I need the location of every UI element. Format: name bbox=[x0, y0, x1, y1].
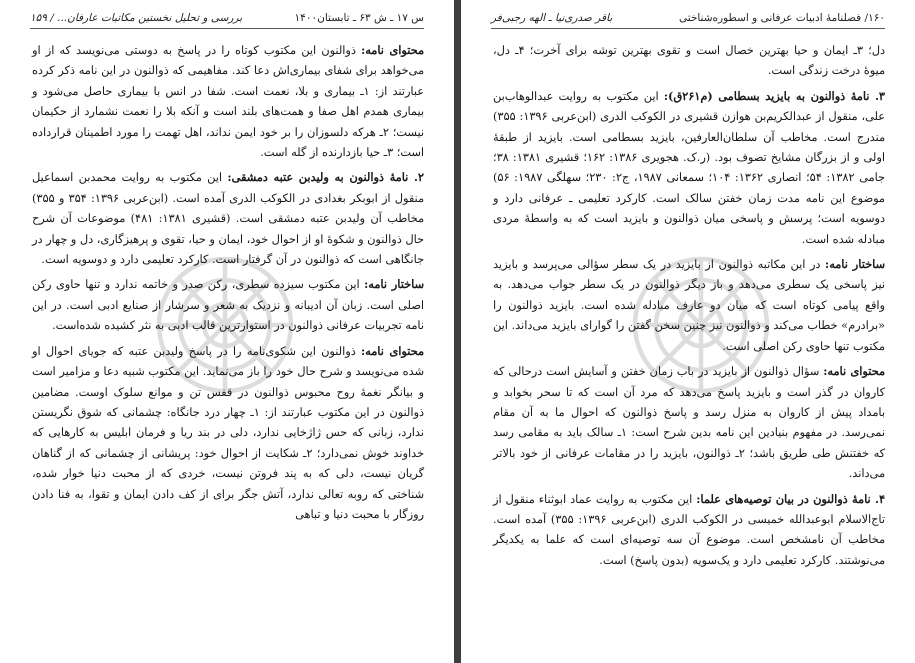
paragraph-heading: محتوای نامه: bbox=[823, 364, 885, 379]
paragraph bbox=[493, 489, 885, 572]
header-journal: ۱۶۰/ فصلنامۀ ادبیات عرفانی و اسطوره‌شناختی bbox=[678, 12, 885, 24]
right-page bbox=[461, 0, 915, 663]
header-title: بررسی و تحلیل نخستین مکاتبات عارفان... / ۱۵۹ bbox=[30, 12, 243, 24]
paragraph-heading: ۲. نامۀ ذوالنون به ولیدبن عتبه دمشقی: bbox=[227, 170, 424, 185]
paragraph-text: این مکتوب به روایت عماد ابوثناء منقول از تاج‌الاسلام ابوعبدالله خمیسی در الکوکب الدری (ابن‌عربی ۱۳۹۶: ۳۵۵) آمده است. مخاطب آن نامشخص است. موضوع آن سه توصیه‌ای است که علما به یکدیگر می‌نوشتند. کارکرد تعلیمی دارد و یک‌سویه (بدون پاسخ) است. bbox=[493, 492, 885, 567]
header-authors: باقر صدری‌نیا ـ الهه رجبی‌فر bbox=[491, 12, 613, 24]
paragraph bbox=[32, 167, 424, 270]
paragraph bbox=[493, 86, 885, 250]
paragraph-heading: ساختار نامه: bbox=[364, 277, 425, 292]
paragraph bbox=[32, 341, 424, 526]
paragraph bbox=[32, 40, 424, 163]
header-journal: س ۱۷ ـ ش ۶۳ ـ تابستان۱۴۰۰ bbox=[294, 12, 424, 24]
paragraph-text: در این مکاتبه ذوالنون از بایزید در یک سطر سؤالی می‌پرسد و بایزید نیز پاسخی یک سطری می‌دهد و باز دیگر ذوالنون در یک سطر جواب می‌دهد. به واقع پیامی کوتاه است که میان دو عارف مبادله شده است. بایزید ذوالنون را «برادرم» خطاب می‌کند و ذوالنون نیز چنین سخن گفتن را گوارای بایزید می‌داند. این مکتوب تنها حاوی رکن اصلی است. bbox=[493, 258, 885, 353]
paragraph-text: این مکتوب به روایت عبدالوهاب‌بن علی، منقول از عبدالکریم‌بن هوازن قشیری در الکوکب الدری (ابن‌عربی ۱۳۹۶: ۳۵۵) مندرج است. مخاطب آن سلطان‌العارفین، بایزید بسطامی است. بایزید از طبقۀ اولی و از بزرگان مشایخ تصوف بود. (ر.ک. هجویری ۱۳۸۶: ۱۶۲؛ قشیری ۱۳۸۱: ۳۸؛ جامی ۱۳۸۲: ۵۴؛ انصاری ۱۳۶۲: ۱۰۴؛ سمعانی ۱۹۸۷، ج۲: ۲۳۰؛ سهلگی ۱۹۸۷: ۵۶) موضوع این نامه مدت زمان خفتن سالک است. کارکرد تعلیمی ـ عرفانی دارد و دوسویه است؛ پرسش و پاسخی میان ذوالنون و بایزید است که به واسطۀ مردی مبادله شده است. bbox=[493, 89, 885, 246]
paragraph-heading: ۴. نامۀ ذوالنون در بیان توصیه‌های علما: bbox=[696, 491, 886, 506]
paragraph bbox=[493, 361, 885, 484]
page-spine bbox=[454, 0, 461, 663]
paragraph-text: ذوالنون این شکوی‌نامه را در پاسخ ولیدبن عتبه که جویای احوال او شده می‌نویسد و شرح حال خود را باز می‌نماید. این مکتوب شبیه دعا و مزامیر است و بیانگر نغمۀ روح محبوس ذوالنون در قفس تن و موانع سلوک اوست. مضامین ذوالنون در این مکتوب عبارتند از: ۱ـ چهار درد جانگاه: چشمانی که شوق نگریستن ندارد، زبانی که حس ژاژخایی ندارد، دلی در بند ریا و فرمان ابلیس به کارهایی که خداوند خوش نمی‌دارد؛ ۲ـ شکایت از احوال خود: پریشانی از چشمانی که از گناهان گریان نیست، دلی که به پند فروتن نیست، خردی که از محبت دنیا خوار شده، شناختی که روبه تعالی ندارد، آتش جگر برای از کف دادن ایمان و تقوا، به فنا دادن روزگار با محبت دنیا و تباهی bbox=[32, 344, 424, 521]
paragraph bbox=[32, 274, 424, 336]
paragraph-text: این مکتوب سیزده سطری، رکن صدر و خاتمه ندارد و تنها حاوی رکن اصلی است. زبان آن ادیبانه و نزدیک به شعر و سرشار از صنایع ادبی است. در این نامه تجربیات عرفانی ذوالنون در استوارترین قالب ادبی به نثر کشیده شده‌است. bbox=[32, 278, 424, 333]
paragraph-heading: محتوای نامه: bbox=[360, 343, 424, 358]
page-header bbox=[491, 10, 885, 29]
paragraph-text: ذوالنون این مکتوب کوتاه را در پاسخ به دوستی می‌نویسد که از او می‌خواهد برای شفای بیماری‌اش دعا کند. مفاهیمی که ذوالنون در این نامه ذکر کرده عبارتند از: ۱ـ بیماری و بلا، نعمت است. شفا در انس با بیماری حاصل می‌شود و بیماری همدم اهل صفا و همت‌های بلند است و آنکه بلا را نعمت نشمارد از حکیمان نیست؛ ۲ـ هرکه دلسوزان را بر خود ایمن نداند، اهل تهمت را مورد اطمینان قرارداده است؛ ۳ـ حیا بازدارنده از گله است. bbox=[32, 44, 425, 160]
paragraph bbox=[493, 40, 885, 82]
page-header bbox=[30, 10, 424, 29]
left-page bbox=[0, 0, 454, 663]
paragraph-text: دل؛ ۳ـ ایمان و حیا بهترین خصال است و تقوی بهترین توشه برای آخرت؛ ۴ـ دل، میوۀ درخت زندگی است. bbox=[493, 44, 885, 78]
paragraph-heading: محتوای نامه: bbox=[361, 43, 424, 57]
paragraph-text: سؤال ذوالنون از بایزید در باب زمان خفتن و آسایش است درحالی که کاروان در گذر است و بایزید پاسخ می‌دهد که مرد آن است که تا سحر بخوابد و بامداد پیش از کاروان به منزل رسد و پاسخ ذوالنون که احوال ما به آن مقام نمی‌رسد. در مفهوم بنیادین این نامه بدین شرح است: ۱ـ سالک باید به مقامی رسد که خفتنش طی طریق باشد؛ ۲ـ ذوالنون، بایزید را در مقامات عرفانی از خود بالاتر می‌داند. bbox=[493, 365, 886, 481]
paragraph-text: این مکتوب به روایت محمدبن اسماعیل منقول از ابوبکر بغدادی در الکوکب الدری آمده است. (ابن‌عربی ۱۳۹۶: ۳۵۴ و ۳۵۵) مخاطب آن ولیدبن عتبه دمشقی است. (قشیری ۱۳۸۱: ۴۸۱) موضوعات آن شرح حال ذوالنون و شکوۀ او از احوال خود، ایمان و حیا، تقوی و پرهیزگاری، دل و چهار در جانگاهی است که ذوالنون در آن گرفتار است. کارکرد تعلیمی دارد و دوسویه است. bbox=[32, 171, 425, 267]
paragraph-heading: ساختار نامه: bbox=[825, 257, 885, 272]
page-body bbox=[32, 40, 424, 655]
paragraph-heading: ۳. نامۀ ذوالنون به بایزید بسطامی (م۲۶۱ق): bbox=[663, 88, 885, 103]
paragraph bbox=[493, 254, 885, 357]
page-body bbox=[493, 40, 885, 655]
